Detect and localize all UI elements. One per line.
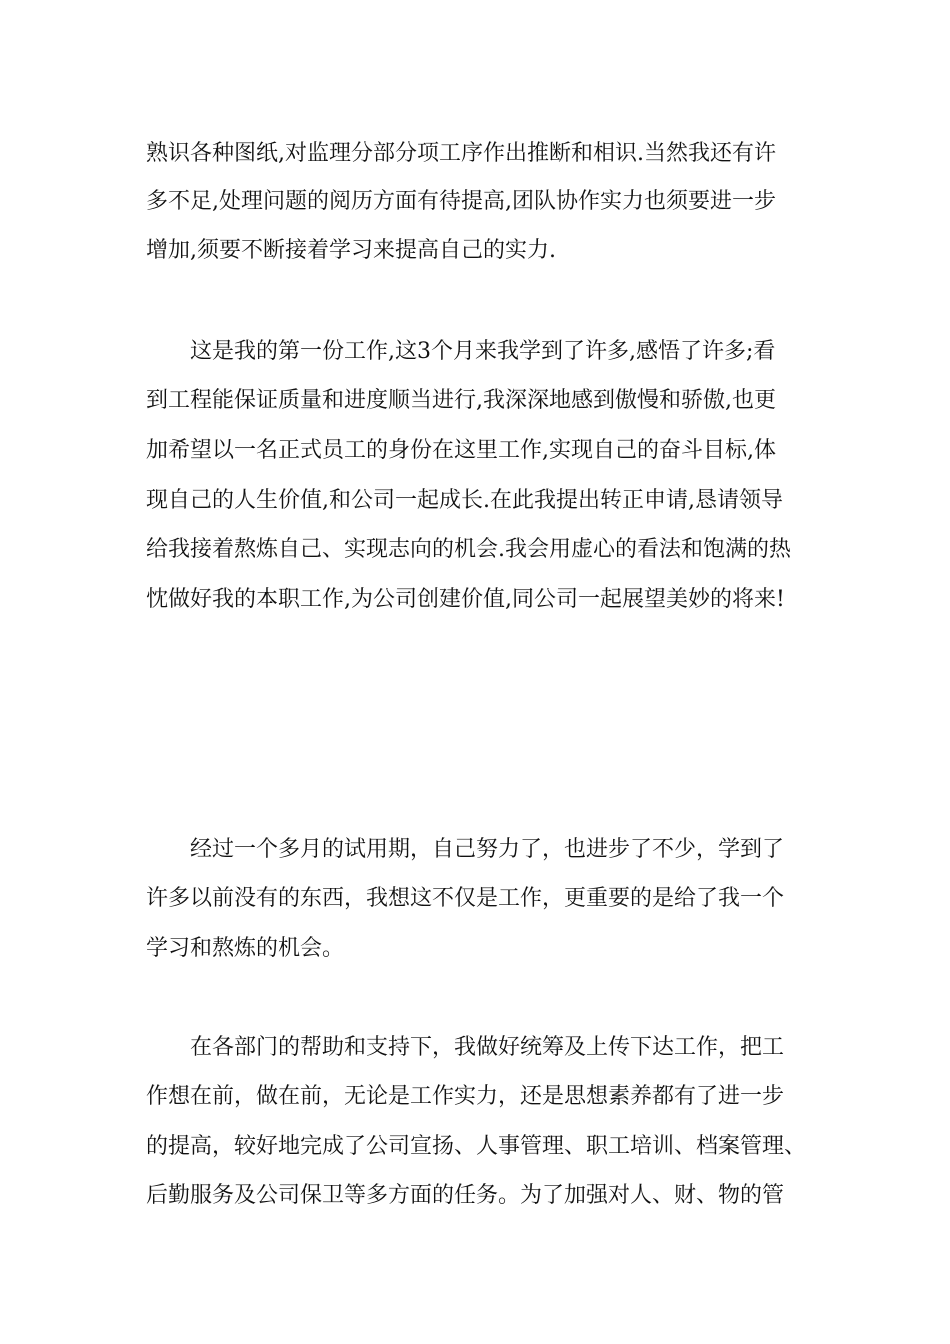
paragraph-2-line-4: 现自己的人生价值,和公司一起成长.在此我提出转正申请,恳请领导 bbox=[146, 488, 783, 513]
paragraph-4-line-3: 的提高，较好地完成了公司宣扬、人事管理、职工培训、档案管理、 bbox=[146, 1134, 807, 1159]
paragraph-2-line-6: 忱做好我的本职工作,为公司创建价值,同公司一起展望美妙的将来! bbox=[146, 587, 785, 612]
paragraph-2-line-2: 到工程能保证质量和进度顺当进行,我深深地感到傲慢和骄傲,也更 bbox=[146, 388, 776, 413]
paragraph-2-line-5: 给我接着熬炼自己、实现志向的机会.我会用虚心的看法和饱满的热 bbox=[146, 537, 791, 562]
paragraph-3-line-1: 经过一个多月的试用期，自己努力了，也进步了不少，学到了 bbox=[190, 837, 785, 862]
paragraph-2-line-1: 这是我的第一份工作,这3个月来我学到了许多,感悟了许多;看 bbox=[190, 339, 776, 364]
paragraph-3-line-3: 学习和熬炼的机会。 bbox=[146, 936, 345, 961]
paragraph-3-line-2: 许多以前没有的东西，我想这不仅是工作，更重要的是给了我一个 bbox=[146, 886, 785, 911]
paragraph-4-line-1: 在各部门的帮助和支持下，我做好统筹及上传下达工作，把工 bbox=[190, 1035, 785, 1060]
paragraph-1-line-2: 多不足,处理问题的阅历方面有待提高,团队协作实力也须要进一步 bbox=[146, 189, 776, 214]
paragraph-2-line-3: 加希望以一名正式员工的身份在这里工作,实现自己的奋斗目标,体 bbox=[146, 438, 776, 463]
paragraph-1-line-1: 熟识各种图纸,对监理分部分项工序作出推断和相识.当然我还有许 bbox=[146, 141, 776, 166]
paragraph-4-line-4: 后勤服务及公司保卫等多方面的任务。为了加强对人、财、物的管 bbox=[146, 1183, 785, 1208]
paragraph-1-line-3: 增加,须要不断接着学习来提高自己的实力. bbox=[146, 238, 556, 263]
paragraph-4-line-2: 作想在前，做在前，无论是工作实力，还是思想素养都有了进一步 bbox=[146, 1084, 785, 1109]
